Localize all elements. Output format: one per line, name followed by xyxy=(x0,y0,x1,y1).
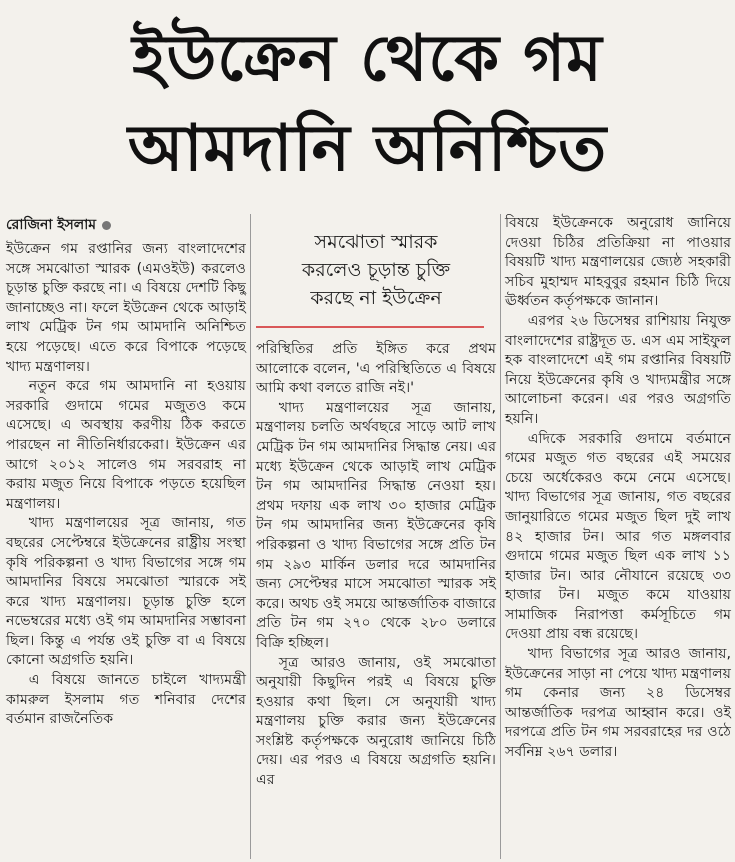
paragraph: ইউক্রেন গম রপ্তানির জন্য বাংলাদেশের সঙ্গে সমঝোতা স্মারক (এমওইউ) করলেও চূড়ান্ত চুক্তি করছে না। এ বিষয়ে দেশটি কিছু জানাচ্ছেও না। ফলে ইউক্রেন থেকে আড়াই লাখ মেট্রিক টন গম আমদানি অনিশ্চিত হয়ে পড়েছে। এতে করে বিপাকে পড়েছে খাদ্য মন্ত্রণালয়। xyxy=(6,241,246,375)
article-column-3 xyxy=(505,214,731,763)
paragraph: এদিকে সরকারি গুদামে বর্তমানে গমের মজুত গত বছরের এই সময়ের চেয়ে অর্ধেকেরও কমে নেমে এসেছে। খাদ্য বিভাগের সূত্র জানায়, গত বছরের জানুয়ারিতে গমের মজুত ছিল দুই লাখ ৪২ হাজার টন। আর গত মঙ্গলবার গুদামে গমের মজুত ছিল এক লাখ ১১ হাজার টন। আর নৌযানে রয়েছে ৩৩ হাজার টন। মজুত কমে যাওয়ায় সামাজিক নিরাপত্তা কর্মসূচিতে গম দেওয়া প্রায় বন্ধ রয়েছে। xyxy=(505,430,731,643)
headline-line-2: আমদানি অনিশ্চিত xyxy=(127,112,608,186)
paragraph: এরপর ২৬ ডিসেম্বর রাশিয়ায় নিযুক্ত বাংলাদেশের রাষ্ট্রদূত ড. এস এম সাইফুল হক বাংলাদেশে এই গম রপ্তানির বিষয়টি নিয়ে ইউক্রেনের কৃষি ও খাদ্যমন্ত্রীর সঙ্গে আলোচনা করেন। এর পরও অগ্রগতি হয়নি। xyxy=(505,312,731,427)
article-column-2 xyxy=(256,340,496,791)
paragraph: বিষয়ে ইউক্রেনকে অনুরোধ জানিয়ে দেওয়া চিঠির প্রতিক্রিয়া না পাওয়ার বিষয়টি খাদ্য মন্ত্রণালয়ের জ্যেষ্ঠ সহকারী সচিব মুহাম্মদ মাহবুবুর রহমান চিঠি দিয়ে ঊর্ধ্বতন কর্তৃপক্ষকে জানান। xyxy=(505,215,731,310)
headline xyxy=(0,14,735,194)
paragraph: খাদ্য মন্ত্রণালয়ের সূত্র জানায়, মন্ত্রণালয় চলতি অর্থবছরে সাড়ে আট লাখ মেট্রিক টন গম আমদানির সিদ্ধান্ত নেয়। এর মধ্যে ইউক্রেন থেকে আড়াই লাখ মেট্রিক টন গম আমদানির সিদ্ধান্ত নেওয়া হয়। প্রথম দফায় এক লাখ ৩০ হাজার মেট্রিক টন গম আমদানির জন্য ইউক্রেনের কৃষি পরিকল্পনা ও খাদ্য বিভাগের সঙ্গে প্রতি টন গম ২৯৩ মার্কিন ডলার দরে আমদানির জন্য সেপ্টেম্বর মাসে সমঝোতা স্মারক সই করে। অথচ ওই সময়ে আন্তর্জাতিক বাজারে প্রতি টন গম ২৭০ থেকে ২৮০ ডলারে বিক্রি হচ্ছিল। xyxy=(256,399,496,651)
paragraph: খাদ্য মন্ত্রণালয়ের সূত্র জানায়, গত বছরের সেপ্টেম্বরে ইউক্রেনের রাষ্ট্রীয় সংস্থা কৃষি পরিকল্পনা ও খাদ্য বিভাগের সঙ্গে গম আমদানির বিষয়ে সমঝোতা স্মারকে সই করে খাদ্য মন্ত্রণালয়। চূড়ান্ত চুক্তি হলে নভেম্বরের মধ্যে ওই গম আমদানির সম্ভাবনা ছিল। কিন্তু এ পর্যন্ত ওই চুক্তি বা এ বিষয়ে কোনো অগ্রগতি হয়নি। xyxy=(6,515,246,669)
paragraph: খাদ্য বিভাগের সূত্র আরও জানায়, ইউক্রেনের সাড়া না পেয়ে খাদ্য মন্ত্রণালয় গম কেনার জন্য ২৪ ডিসেম্বর আন্তর্জাতিক দরপত্র আহ্বান করে। ওই দরপত্রে প্রতি টন গম সরবরাহের দর ওঠে সর্বনিম্ন ২৬৭ ডলার। xyxy=(505,646,731,761)
article-column-1 xyxy=(6,214,246,730)
pull-quote-line-2: করলেও চূড়ান্ত চুক্তি xyxy=(301,259,451,281)
column-divider xyxy=(250,214,251,859)
byline xyxy=(6,214,246,236)
pull-quote-rule xyxy=(256,326,484,328)
headline-line-1: ইউক্রেন থেকে গম xyxy=(132,22,603,96)
byline-bullet-icon xyxy=(102,221,111,230)
author-name: রোজিনা ইসলাম xyxy=(6,217,97,233)
paragraph: সূত্র আরও জানায়, ওই সমঝোতা অনুযায়ী কিছুদিন পরই এ বিষয়ে চুক্তি হওয়ার কথা ছিল। সে অনুযায়ী খাদ্য মন্ত্রণালয় চুক্তি করার জন্য ইউক্রেনের সংশ্লিষ্ট কর্তৃপক্ষকে অনুরোধ জানিয়ে চিঠি দেয়। এর পরও এ বিষয়ে অগ্রগতি হয়নি। এর xyxy=(256,654,496,789)
paragraph: এ বিষয়ে জানতে চাইলে খাদ্যমন্ত্রী কামরুল ইসলাম গত শনিবার দেশের বর্তমান রাজনৈতিক xyxy=(6,672,246,728)
paragraph: পরিস্থিতির প্রতি ইঙ্গিত করে প্রথম আলোকে বলেন, 'এ পরিস্থিতিতে এ বিষয়ে আমি কথা বলতে রাজি নই।' xyxy=(256,341,496,397)
pull-quote xyxy=(256,228,496,312)
pull-quote-line-1: সমঝোতা স্মারক xyxy=(314,231,438,253)
paragraph: নতুন করে গম আমদানি না হওয়ায় সরকারি গুদামে গমের মজুতও কমে এসেছে। এ অবস্থায় করণীয় ঠিক করতে পারছেন না নীতিনির্ধারকেরা। ইউক্রেন এর আগে ২০১২ সালেও গম সরবরাহ না করায় মজুত নিয়ে বিপাকে পড়তে হয়েছিল মন্ত্রণালয়। xyxy=(6,378,246,512)
pull-quote-line-3: করছে না ইউক্রেন xyxy=(310,287,442,309)
column-divider xyxy=(500,214,501,859)
